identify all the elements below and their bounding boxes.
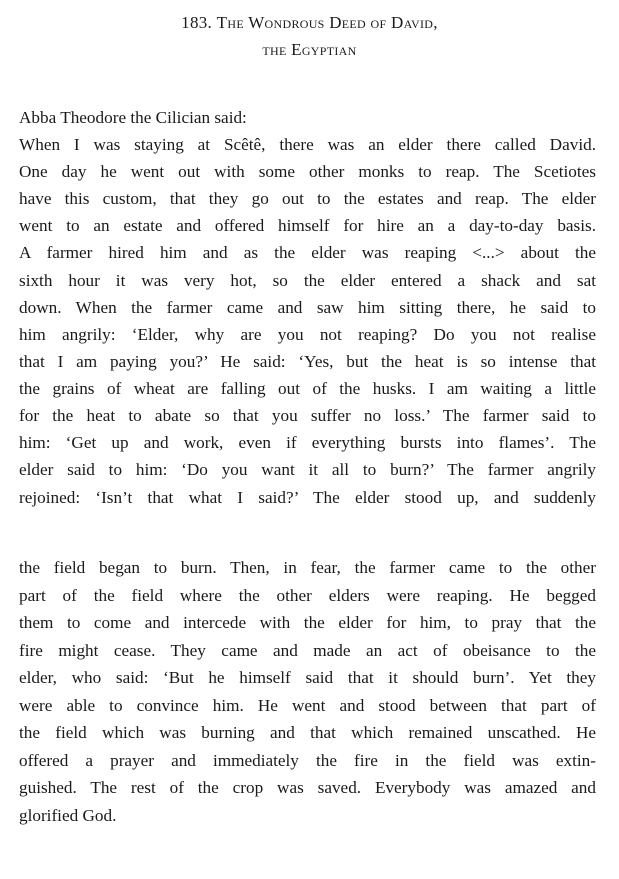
text-line: A farmer hired him and as the elder was reaping <...> about the	[19, 243, 596, 262]
text-line: the grains of wheat are falling out of the husks. I am waiting a little	[19, 379, 596, 398]
text-line: When I was staying at Scêtê, there was an elder there called David.	[19, 135, 596, 154]
text-line: the field began to burn. Then, in fear, the farmer came to the other	[19, 558, 596, 577]
text-line: him: ‘Get up and work, even if everything bursts into flames’. The	[19, 433, 596, 452]
text-line: him angrily: ‘Elder, why are you not reaping? Do you not realise	[19, 325, 596, 344]
text-line: them to come and intercede with the elder for him, to pray that the	[19, 613, 596, 632]
text-line: rejoined: ‘Isn’t that what I said?’ The elder stood up, and suddenly	[19, 488, 596, 507]
text-line: went to an estate and offered himself for hire an a day-to-day basis.	[19, 216, 596, 235]
text-line: part of the field where the other elders were reaping. He begged	[19, 586, 596, 605]
text-line: elder said to him: ‘Do you want it all to burn?’ The farmer angrily	[19, 460, 596, 479]
text-line: fire might cease. They came and made an act of obeisance to the	[19, 641, 596, 660]
text-line: the field which was burning and that which remained unscathed. He	[19, 723, 596, 742]
text-line: One day he went out with some other monks to reap. The Scetiotes	[19, 162, 596, 181]
text-line: were able to convince him. He went and stood between that part of	[19, 696, 596, 715]
text-line: offered a prayer and immediately the fire in the field was extin-	[19, 751, 596, 770]
chapter-title: The Wondrous Deed of David,	[216, 13, 438, 32]
text-line: have this custom, that they go out to the estates and reap. The elder	[19, 189, 596, 208]
text-line: for the heat to abate so that you suffer no loss.’ The farmer said to	[19, 406, 596, 425]
text-line: that I am paying you?’ He said: ‘Yes, but the heat is so intense that	[19, 352, 596, 371]
text-line: sixth hour it was very hot, so the elder entered a shack and sat	[19, 271, 596, 290]
chapter-title-line-1	[0, 13, 619, 33]
text-line: guished. The rest of the crop was saved. Everybody was amazed and	[19, 778, 596, 797]
chapter-number: 183.	[181, 13, 213, 32]
text-line: down. When the farmer came and saw him sitting there, he said to	[19, 298, 596, 317]
text-line: glorified God.	[19, 806, 117, 825]
text-line: Abba Theodore the Cilician said:	[19, 108, 247, 127]
text-line: elder, who said: ‘But he himself said that it should burn’. Yet they	[19, 668, 596, 687]
chapter-title-line-2: the Egyptian	[262, 40, 357, 59]
